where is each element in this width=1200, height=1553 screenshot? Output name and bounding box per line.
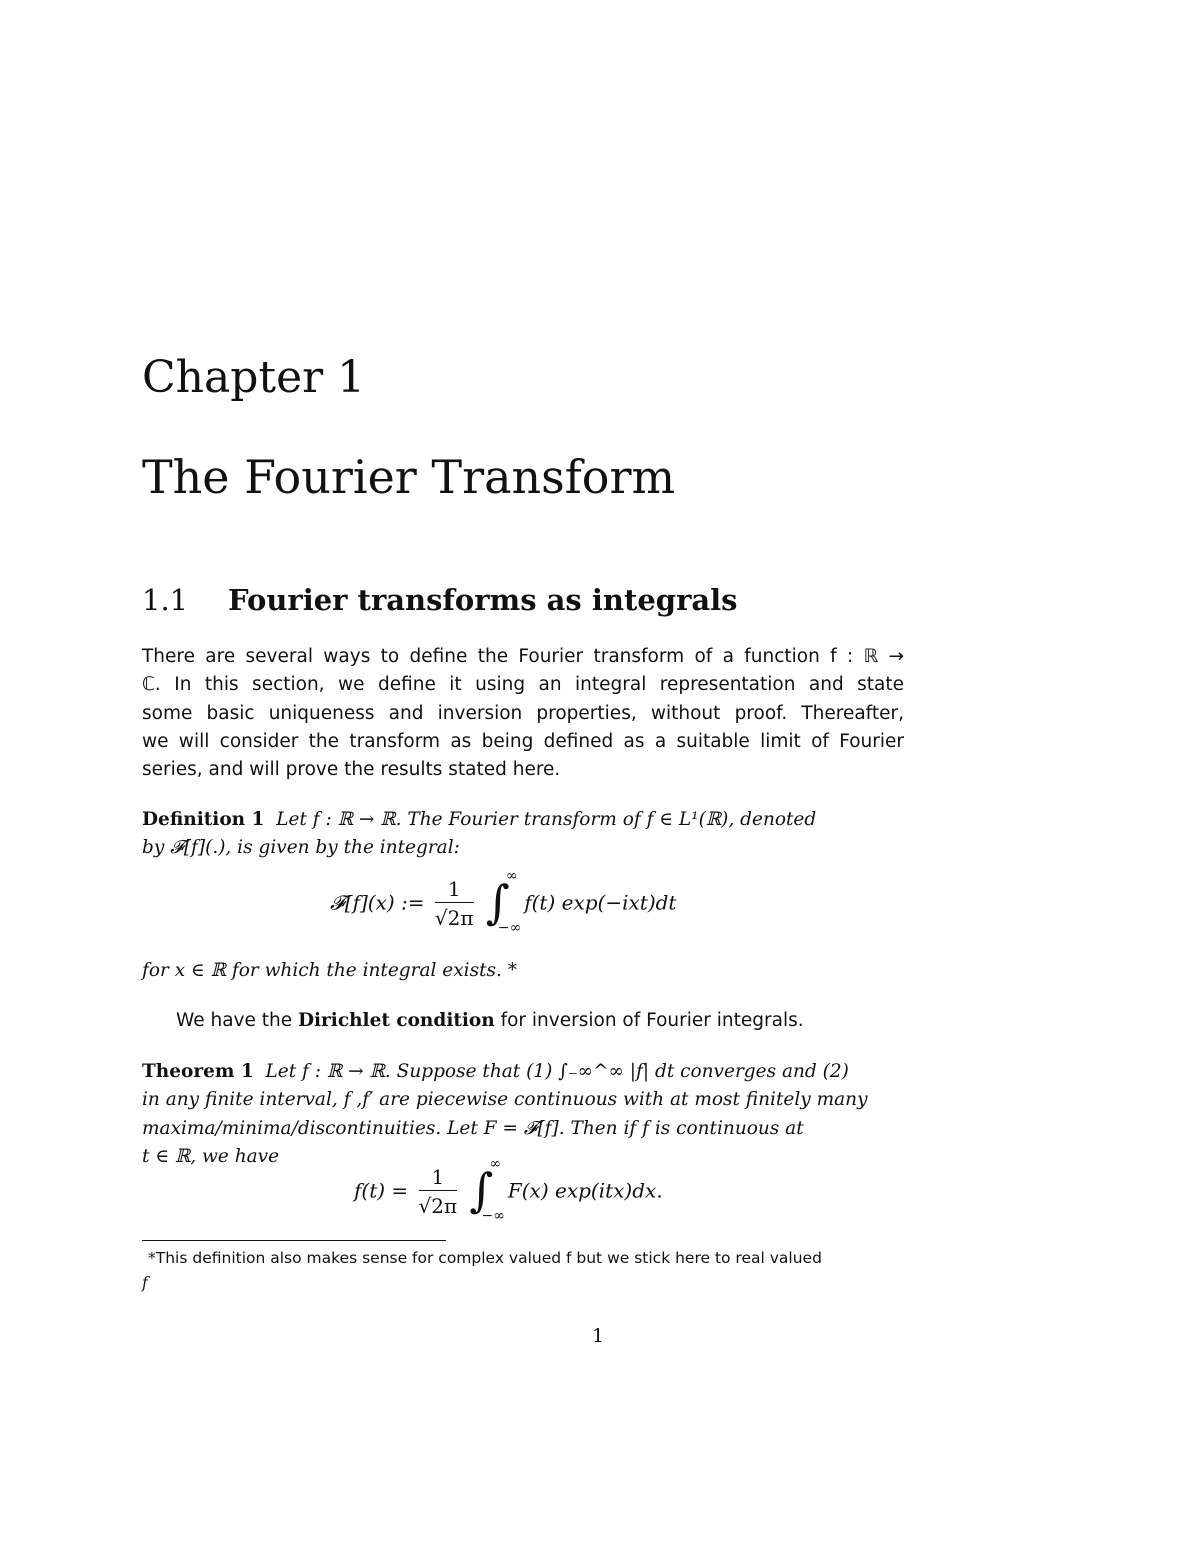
section-number: 1.1	[142, 583, 189, 617]
eq2-frac-den: √2π	[418, 1193, 458, 1218]
eq1-fraction	[435, 876, 474, 933]
intro-line-4: we will consider the transform as being defined as a suitable limit of Fourier	[142, 731, 904, 752]
eq1-frac-den: √2π	[434, 905, 474, 930]
section-heading	[142, 580, 737, 620]
footnote-rule	[142, 1240, 446, 1241]
definition-heading: Definition 1	[142, 809, 265, 830]
chapter-label: Chapter 1	[142, 352, 366, 403]
theorem-line-1	[142, 1058, 904, 1086]
section-title: Fourier transforms as integrals	[228, 583, 738, 617]
intro-line-3: some basic uniqueness and inversion properties, without proof. Thereafter,	[142, 703, 904, 724]
eq2-rhs: F(x) exp(itx)dx.	[507, 1178, 663, 1203]
eq1-int-upper: ∞	[505, 868, 518, 884]
theorem-text-1: Let f : ℝ → ℝ. Suppose that (1) ∫₋∞^∞ |f| dt converges and (2)	[265, 1061, 849, 1082]
definition-text-1: Let f : ℝ → ℝ. The Fourier transform of f ∈ L¹(ℝ), denoted	[276, 809, 817, 830]
footnote-line-1: *This definition also makes sense for complex valued f but we stick here to real valued	[148, 1249, 822, 1267]
theorem-equation	[354, 1156, 663, 1224]
intro-line-2: ℂ. In this section, we define it using an integral representation and state	[142, 674, 904, 695]
definition-line-2: by 𝓕[f](.), is given by the integral:	[142, 837, 460, 858]
intro-line-5: series, and will prove the results stated here.	[142, 759, 561, 780]
eq2-integral-sign: ∫ ∞ −∞	[469, 1156, 505, 1224]
eq1-integral-sign: ∫ ∞ −∞	[485, 868, 522, 936]
eq2-int-upper: ∞	[489, 1156, 502, 1172]
dirichlet-pre: We have the	[176, 1010, 298, 1031]
page-number: 1	[592, 1325, 605, 1347]
intro-line-1: There are several ways to define the Fourier transform of a function f : ℝ →	[142, 646, 904, 667]
eq2-lhs: f(t) =	[354, 1178, 409, 1203]
eq2-frac-num: 1	[419, 1164, 458, 1191]
dirichlet-condition: Dirichlet condition	[297, 1010, 495, 1031]
theorem-heading: Theorem 1	[142, 1061, 254, 1082]
definition-equation	[330, 868, 677, 936]
definition-line-1	[142, 806, 904, 834]
eq1-frac-num: 1	[435, 876, 474, 903]
dirichlet-post: for inversion of Fourier integrals.	[494, 1010, 804, 1031]
chapter-title: The Fourier Transform	[142, 450, 676, 504]
theorem-line-2: in any finite interval, f ,f′ are piecewise continuous with at most finitely many	[142, 1089, 868, 1110]
theorem-line-4: t ∈ ℝ, we have	[142, 1146, 280, 1167]
definition-after: for x ∈ ℝ for which the integral exists. *	[142, 960, 518, 981]
theorem-line-3: maxima/minima/discontinuities. Let F = 𝓕[f]. Then if f is continuous at	[142, 1118, 804, 1139]
eq2-fraction	[419, 1164, 458, 1221]
eq1-lhs: 𝓕[f](x) :=	[330, 890, 425, 915]
eq2-int-lower: −∞	[481, 1208, 505, 1224]
dirichlet-sentence	[176, 1007, 904, 1035]
footnote-line-2: f	[142, 1274, 148, 1292]
eq1-int-lower: −∞	[497, 920, 522, 936]
eq1-rhs: f(t) exp(−ixt)dt	[524, 890, 677, 915]
